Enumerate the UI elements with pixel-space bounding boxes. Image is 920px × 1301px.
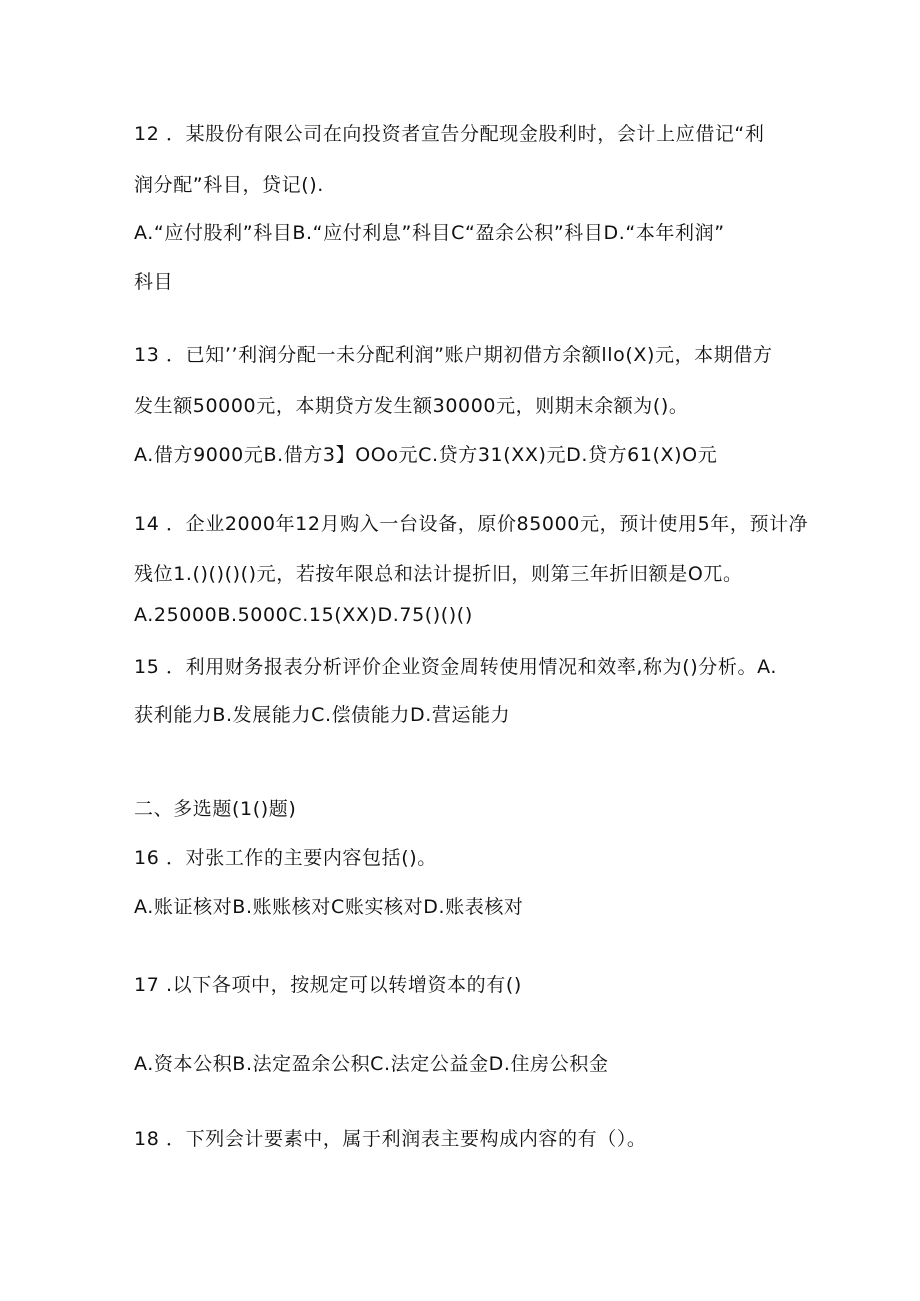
q17-options: A.资本公积B.法定盈余公积C.法定公益金D.住房公积金: [134, 1053, 609, 1075]
q17-stem: 17 .以下各项中，按规定可以转增资本的有(): [134, 974, 522, 996]
q15-stem-line1: 15 ．利用财务报表分析评价企业资金周转使用情况和效率,称为()分析。A.: [134, 656, 777, 678]
q12-options-line2: 科目: [134, 271, 174, 293]
q15-stem-line2: 获利能力B.发展能力C.偿债能力D.营运能力: [134, 704, 511, 726]
q12-options-line1: A.“应付股利”科目B.“应付利息”科目C“盈余公积”科目D.“本年利润”: [134, 222, 725, 244]
q13-stem-line1: 13 ．已知’’利润分配一未分配利润”账户期初借方余额llo(X)元，本期借方: [134, 344, 773, 366]
q12-stem-line2: 润分配”科目，贷记().: [134, 174, 324, 196]
q16-stem: 16 ．对张工作的主要内容包括()。: [134, 847, 437, 869]
q14-options: A.25000B.5000C.15(XX)D.75()()(): [134, 604, 473, 626]
q13-stem-line2: 发生额50000元，本期贷方发生额30000元，则期末余额为()。: [134, 395, 689, 417]
q14-stem-line2: 残位1.()()()()元，若按年限总和法计提折旧，则第三年折旧额是O兀。: [134, 563, 743, 585]
section-heading-multiple-choice: 二、多选题(1()题): [134, 798, 297, 820]
q14-stem-line1: 14 ．企业2000年12月购入一台设备，原价85000元，预计使用5年，预计净: [134, 513, 809, 535]
q16-options: A.账证核对B.账账核对C账实核对D.账表核对: [134, 896, 524, 918]
q18-stem: 18 ．下列会计要素中，属于利润表主要构成内容的有（）。: [134, 1128, 647, 1150]
q12-stem-line1: 12 ．某股份有限公司在向投资者宣告分配现金股利时，会计上应借记“利: [134, 123, 765, 145]
q13-options: A.借方9000元B.借方3】OOo元C.贷方31(XX)元D.贷方61(X)O元: [134, 444, 718, 466]
